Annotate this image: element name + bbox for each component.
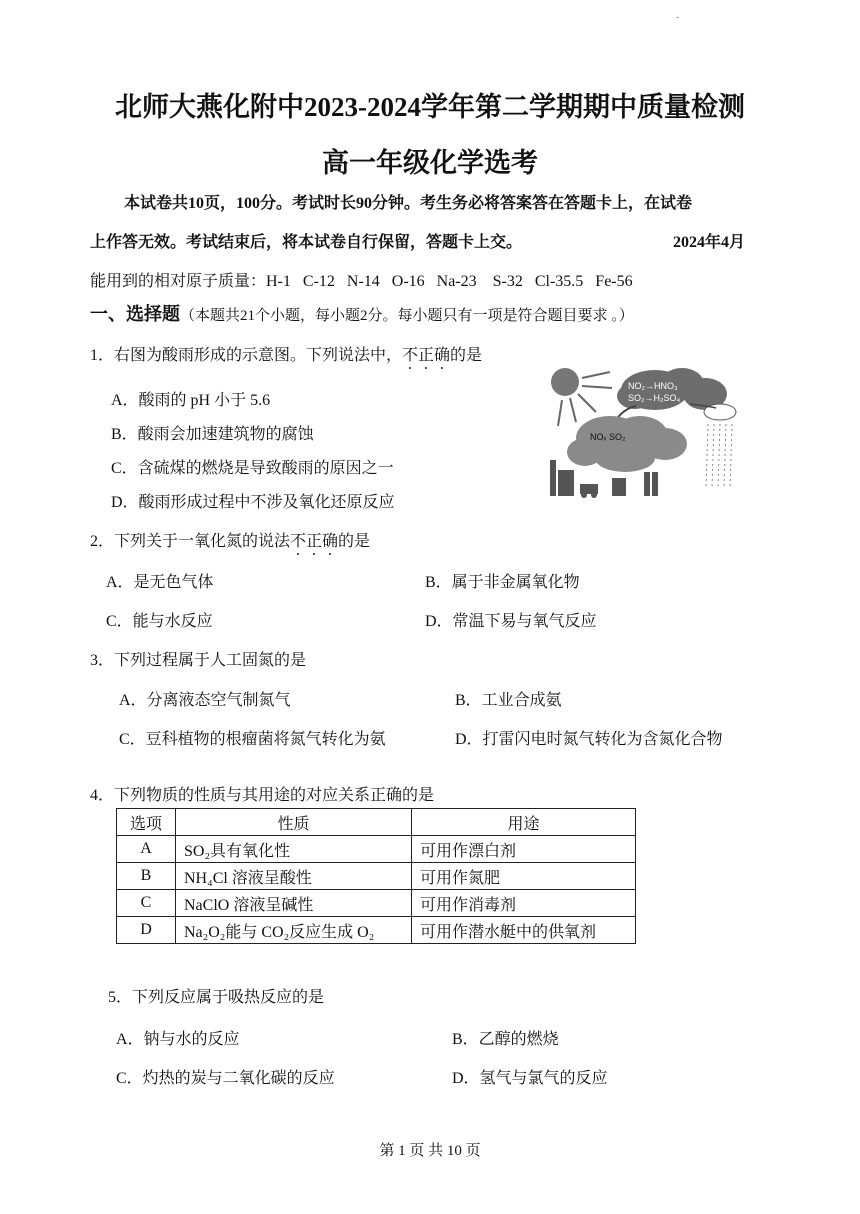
q2-option-d: D．常温下易与氧气反应: [425, 613, 597, 630]
q2-stem-emphasis: 不正确: [290, 533, 339, 550]
atomic-masses: 能用到的相对原子质量：H-1 C-12 N-14 O-16 Na-23 S-32 Cl-35.5 Fe-56: [90, 273, 633, 290]
q1-option-d: D．酸雨形成过程中不涉及氧化还原反应: [111, 494, 395, 511]
q1-option-b: B．酸雨会加速建筑物的腐蚀: [111, 426, 314, 443]
q4-row-option: A: [117, 836, 176, 863]
sun-icon: [551, 368, 579, 396]
page-footer: 第 1 页 共 10 页: [379, 1143, 481, 1159]
acid-rain-figure: [540, 360, 760, 500]
question-3-stem: 3．下列过程属于人工固氮的是: [90, 652, 307, 669]
table-row: [117, 836, 636, 863]
q1-stem-post: 的是: [450, 347, 483, 364]
q5-option-d: D．氢气与氯气的反应: [452, 1070, 608, 1087]
q2-option-a: A．是无色气体: [106, 574, 214, 591]
q4-row-use: 可用作漂白剂: [412, 836, 636, 863]
question-1-stem: [90, 342, 482, 373]
q2-option-b: B．属于非金属氧化物: [425, 574, 580, 591]
q2-option-c: C．能与水反应: [106, 613, 213, 630]
rain-drops: [706, 424, 732, 488]
q4-row-option: D: [117, 917, 176, 944]
q4-table: [116, 808, 636, 944]
q4-row-use: 可用作潜水艇中的供氧剂: [412, 917, 636, 944]
exam-date: 2024年4月: [673, 234, 746, 251]
q5-option-a: A．钠与水的反应: [116, 1031, 240, 1048]
q4-row-property: Na₂O₂能与 CO₂反应生成 O₂: [176, 917, 412, 944]
notice-line-2: 上作答无效。考试结束后，将本试卷自行保留，答题卡上交。: [90, 234, 523, 251]
q3-option-d: D．打雷闪电时氮气转化为含氮化合物: [455, 731, 723, 748]
q3-option-b: B．工业合成氨: [455, 692, 562, 709]
top-mark: -: [676, 12, 680, 23]
table-row: [117, 863, 636, 890]
q1-option-a: A．酸雨的 pH 小于 5.6: [111, 392, 271, 409]
notice-line-1: 本试卷共10页，100分。考试时长90分钟。考生务必将答案答在答题卡上，在试卷: [124, 195, 693, 212]
question-2-stem: [90, 528, 370, 559]
q4-header-option: 选项: [117, 809, 176, 836]
q3-option-a: A．分离液态空气制氮气: [119, 692, 291, 709]
section-1-title: 一、选择题: [90, 304, 180, 324]
q1-option-c: C．含硫煤的燃烧是导致酸雨的原因之一: [111, 460, 394, 477]
q4-row-use: 可用作消毒剂: [412, 890, 636, 917]
table-row: [117, 890, 636, 917]
smoke-cloud: [567, 416, 687, 472]
smoke-text: NOₓ SO₂: [590, 432, 626, 442]
section-1-heading: [90, 300, 634, 326]
section-1-desc: （本题共21个小题，每小题2分。每小题只有一项是符合题目要求 。）: [180, 308, 634, 324]
q4-row-use: 可用作氮肥: [412, 863, 636, 890]
q4-row-option: C: [117, 890, 176, 917]
q3-option-c: C．豆科植物的根瘤菌将氮气转化为氨: [119, 731, 386, 748]
q1-stem-emphasis: 不正确: [402, 347, 451, 364]
cloud-text-2: SO₂→H₂SO₄: [628, 393, 681, 403]
q2-stem-post: 的是: [338, 533, 371, 550]
q4-row-property: SO₂具有氧化性: [176, 836, 412, 863]
exam-subtitle: 高一年级化学选考: [322, 148, 538, 178]
q5-option-b: B．乙醇的燃烧: [452, 1031, 559, 1048]
question-5-stem: 5．下列反应属于吸热反应的是: [108, 989, 325, 1006]
q4-header-use: 用途: [412, 809, 636, 836]
q2-stem-pre: 2．下列关于一氧化氮的说法: [90, 533, 291, 550]
exam-title: 北师大燕化附中2023-2024学年第二学期期中质量检测: [115, 92, 745, 122]
cloud-text-1: NO₂→HNO₃: [628, 381, 678, 391]
q4-header-property: 性质: [176, 809, 412, 836]
table-row: [117, 917, 636, 944]
q5-option-c: C．灼热的炭与二氧化碳的反应: [116, 1070, 335, 1087]
q1-stem-pre: 1．右图为酸雨形成的示意图。下列说法中，: [90, 347, 403, 364]
q4-row-property: NH₄Cl 溶液呈酸性: [176, 863, 412, 890]
q4-row-property: NaClO 溶液呈碱性: [176, 890, 412, 917]
q4-table-header: [117, 809, 636, 836]
q4-row-option: B: [117, 863, 176, 890]
question-4-stem: 4．下列物质的性质与其用途的对应关系正确的是: [90, 787, 435, 804]
